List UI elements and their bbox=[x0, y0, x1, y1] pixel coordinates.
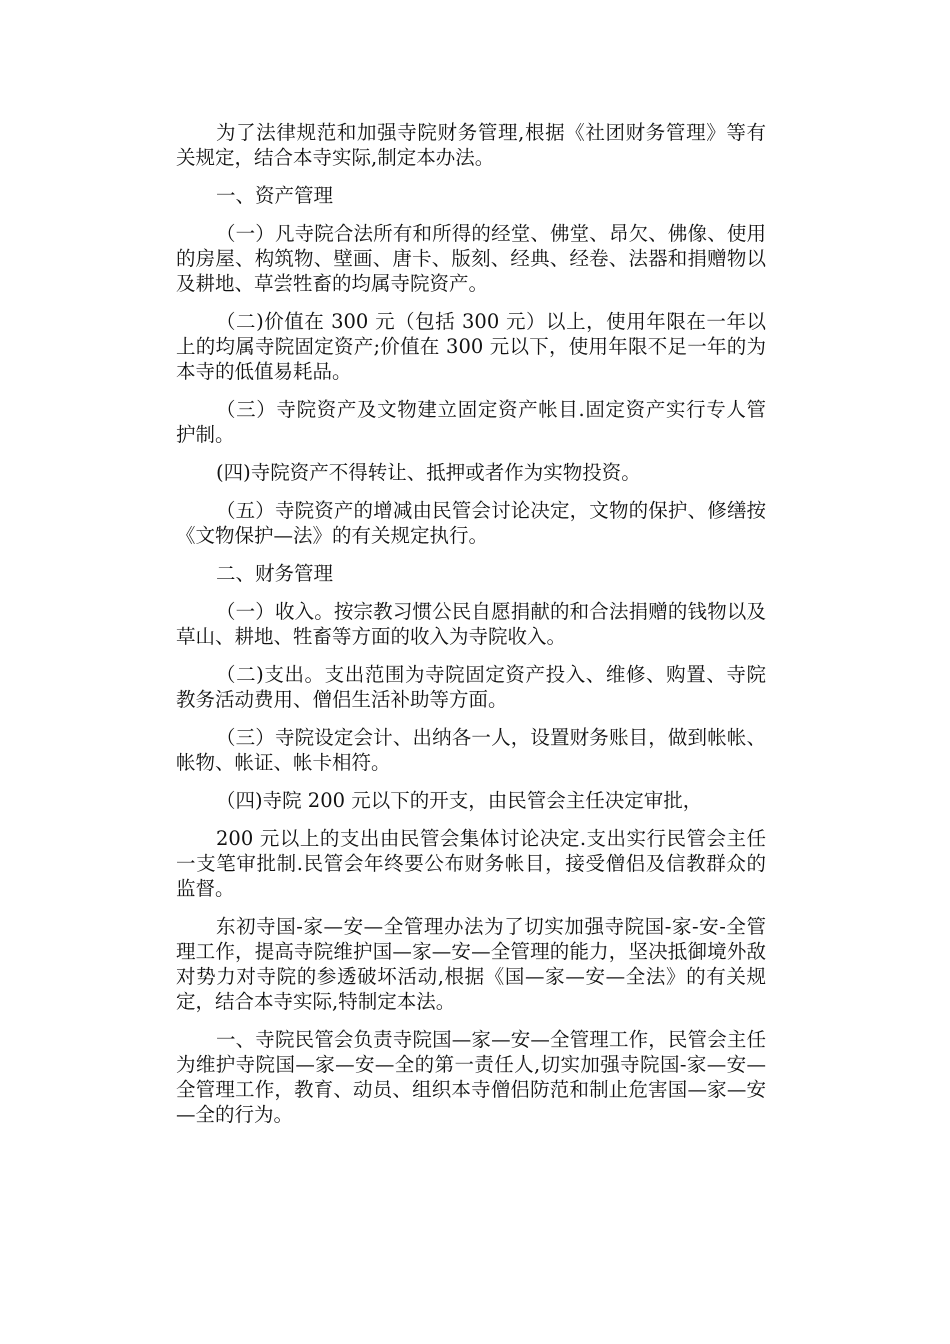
assets-item-5: （五）寺院资产的增减由民管会讨论决定，文物的保护、修缮按《文物保护—法》的有关规定执行。 bbox=[176, 499, 766, 547]
section-heading-assets: 一、资产管理 bbox=[216, 184, 334, 207]
assets-item-2: （二)价值在 300 元（包括 300 元）以上，使用年限在一年以上的均属寺院固定资产;价值在 300 元以下，使用年限不足一年的为本寺的低值易耗品。 bbox=[176, 310, 766, 383]
finance-item-1: （一）收入。按宗教习惯公民自愿捐献的和合法捐赠的钱物以及草山、耕地、牲畜等方面的收入为寺院收入。 bbox=[176, 600, 766, 648]
finance-item-3: （三）寺院设定会计、出纳各一人，设置财务账目，做到帐帐、帐物、帐证、帐卡相符。 bbox=[176, 726, 766, 774]
finance-item-2: （二)支出。支出范围为寺院固定资产投入、维修、购置、寺院教务活动费用、僧侣生活补助等方面。 bbox=[176, 663, 766, 711]
section-heading-finance: 二、财务管理 bbox=[216, 562, 334, 585]
security-item-1: 一、寺院民管会负责寺院国—家—安—全管理工作，民管会主任为维护寺院国—家—安—全的第一责任人,切实加强寺院国-家—安—全管理工作，教育、动员、组织本寺僧侣防范和制止危害国—家—安—全的行为。 bbox=[176, 1028, 766, 1126]
assets-item-4: (四)寺院资产不得转让、抵押或者作为实物投资。 bbox=[216, 461, 641, 484]
finance-item-4: （四)寺院 200 元以下的开支，由民管会主任决定审批， bbox=[216, 789, 703, 812]
document-body bbox=[176, 120, 766, 1140]
finance-item-4-continued: 200 元以上的支出由民管会集体讨论决定.支出实行民管会主任一支笔审批制.民管会年终要公布财务帐目，接受僧侣及信教群众的监督。 bbox=[176, 827, 766, 900]
security-intro-paragraph: 东初寺国-家—安—全管理办法为了切实加强寺院国-家-安-全管理工作，提高寺院维护国—家—安—全管理的能力，坚决抵御境外敌对势力对寺院的参透破坏活动,根据《国—家—安—全法》的有关规定，结合本寺实际,特制定本法。 bbox=[176, 915, 766, 1013]
assets-item-3: （三）寺院资产及文物建立固定资产帐目.固定资产实行专人管护制。 bbox=[176, 398, 766, 446]
intro-paragraph: 为了法律规范和加强寺院财务管理,根据《社团财务管理》等有关规定，结合本寺实际,制定本办法。 bbox=[176, 121, 766, 169]
assets-item-1: （一）凡寺院合法所有和所得的经堂、佛堂、昂欠、佛像、使用的房屋、构筑物、壁画、唐卡、版刻、经典、经卷、法器和捐赠物以及耕地、草尝牲畜的均属寺院资产。 bbox=[176, 222, 766, 295]
